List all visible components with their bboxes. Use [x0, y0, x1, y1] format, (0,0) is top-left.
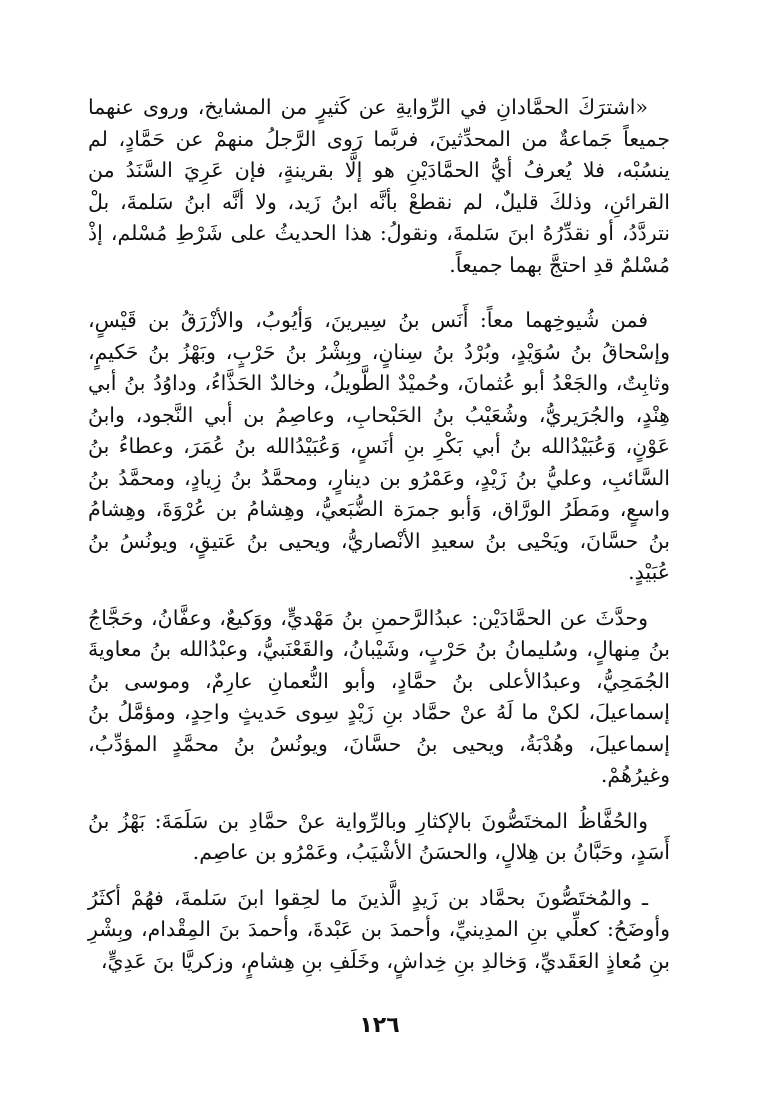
page-number: ١٢٦ [359, 1013, 400, 1038]
paragraph-hammad-ibn-salama-specialists: والحُفَّاظُ المختَصُّونَ بالإكثارِ وبالرِّواية عنْ حمَّادِ بن سَلَمَةَ: بَهْزُ بنُ أَسَدٍ، وحَبَّانُ بن هِلالٍ، والحسَنُ الأشْيَبُ، وعَمْرُو بن عاصِم. [88, 808, 670, 864]
paragraph-shared-teachers: فمن شُيوخِهما معاً: أَنَس بنُ سِيرينَ، وَأيُوبُ، والأزْرَقُ بن قَيْسٍ، وإسْحاقُ بنُ سُوَيْدٍ، وبُرْدُ بنُ سِنانٍ، وبِشْرُ بنُ حَرْبٍ، وبَهْزُ بنُ حَكيمٍ، وثابِتٌ، والجَعْدُ أبو عُثمانَ، وحُميْدٌ الطَّويلُ، وخالدٌ الحَذَّاءُ، وداوُدُ بنُ أبي هِنْدٍ، والجُرَيريُّ، وشُعَيْبُ بنُ الحَبْحابِ، وعاصِمُ بن أبي النَّجود، وابنُ عَوْنٍ، وَعُبَيْدُالله بنُ أبي بَكْرِ بنِ أنَسٍ، وَعُبَيْدُالله بنُ عُمَرَ، وعطاءُ بنُ السَّائبِ، وعليُّ بنُ زَيْدٍ، وعَمْرُو بن دينارٍ، ومحمَّدُ بنُ زِيادٍ، ومحمَّدُ بنُ واسعٍ، ومَطَرُ الورَّاق، وَأبو جمرَة الضُّبَعيُّ، وهِشامُ بن عُرْوَةَ، وهِشامُ بنُ حسَّانَ، ويَحْيى بنُ سعيدِ الأنْصاريُّ، ويحيى بنُ عَتيقٍ، ويونُسُ بنُ عُبَيْدٍ. [88, 308, 670, 584]
paragraph-hammad-ibn-zayd-specialists: ـ والمُختَصُّونَ بحمَّاد بن زَيدٍ الَّذينَ ما لحِقوا ابنَ سَلمةَ، فهُمْ أكثَرُ وأوضَحُ: كعلِّي بنِ المدِينيِّ، وأحمدَ بن عَبْدةَ، وأحمدَ بنَ المِقْدام، وبِشْرِ بنِ مُعاذٍ العَقَديِّ، وَخالدِ بنِ خِداشٍ، وخَلَفِ بنِ هِشامٍ، وزكريَّا بنَ عَدِيٍّ، [88, 885, 670, 973]
book-page-body [88, 92, 670, 977]
paragraph-quote-intro: «اشترَكَ الحمَّادانِ في الرِّوايةِ عن كَثيرٍ من المشايخ، وروى عنهما جميعاً جَماعةٌ من المحدِّثينَ، فربَّما رَوى الرَّجلُ منهمْ عن حَمَّادٍ، لم ينسُبْه، فلا يُعرفُ أيُّ الحمَّادَيْنِ هو إلَّا بقرينةٍ، فإن عَرِيَ السَّنَدُ من القرائنِ، وذلكَ قليلٌ، لم نقطعْ بأنَّه ابنُ زَيد، ولا أنَّه ابنُ سَلمةَ، بلْ نتردَّدُ، أو نقدِّرُهُ ابنَ سَلمةَ، ونقولُ: هذا الحديثُ على شَرْطِ مُسْلم، إذْ مُسْلمٌ قدِ احتجَّ بهما جميعاً. [88, 95, 670, 277]
paragraph-shared-students: وحدَّثَ عن الحمَّادَيْن: عبدُالرَّحمنِ بنُ مَهْديٍّ، ووَكيعٌ، وعفَّانُ، وحَجَّاجُ بنُ مِنهالٍ، وسُليمانُ بنُ حَرْبٍ، وشَيْبانُ، والقَعْنَبيُّ، وعبْدُالله بنُ معاويةَ الجُمَحِيُّ، وعبدُالأعلى بنُ حمَّادٍ، وأبو النُّعمانِ عارِمٌ، وموسى بنُ إسماعيلَ، لكنْ ما لَهُ عنْ حمَّاد بنِ زَيْدٍ سِوى حَديثٍ واحِدٍ، ومؤمَّلُ بنُ إسماعيلَ، وهُدْبَةُ، ويحيى بنُ حسَّانَ، ويونُسُ بنُ محمَّدٍ المؤدِّبُ، وغيرُهُمْ. [88, 605, 670, 787]
